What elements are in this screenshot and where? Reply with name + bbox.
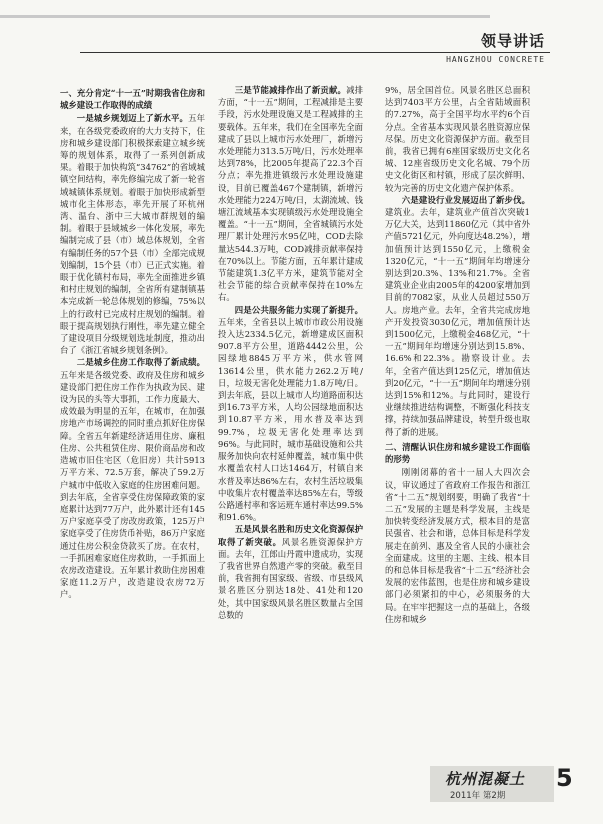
subheading: 三是节能减排作出了新贡献。 xyxy=(234,85,347,95)
paragraph xyxy=(218,304,363,524)
body-text: 风景名胜资源保护方面。去年，江郎山丹霞申遗成功，实现了我省世界自然遗产零的突破。截至目前，我省拥有国家级、省级、市县级风景名胜区分别达18处、41处和120处，其中国家级风景名胜区数量占全国总数的 xyxy=(218,536,363,620)
top-decoration-bar xyxy=(0,0,603,32)
paragraph: 9%，居全国首位。风景名胜区总面积达到7403平方公里，占全省陆域面积的7.27%，高于全国平均水平约6个百分点。全省基本实现风景名胜资源应保尽保。历史文化资源保护方面。截至目前，我省已拥有6座国家级历史文化名城、12座省级历史文化名城、79个历史文化街区和村镇，形成了层次鲜明、较为完善的历史文化遗产保护体系。 xyxy=(385,85,530,193)
body-text: 减排方面，“十一五”期间，工程减排是主要手段，污水处理设施又是工程减排的主要载体。五年来，我们在全国率先全面建成了县以上城市污水处理厂，新增污水处理能力313.5万吨/日，污水处理率达到78%，比2005年提高了22.3个百分点；率先推进镇级污水处理设施建设，目前已覆盖467个建制镇，新增污水处理能力224万吨/日，太湖流域、钱塘江流域基本实现镇级污水处理设施全覆盖。“十一五”期间，全省城镇污水处理厂累计处理污水95亿吨，COD去除量达544.3万吨，COD减排贡献率保持在70%以上。节能方面，五年累计建成节能建筑1.3亿平方米，建筑节能对全社会节能的综合贡献率保持在10%左右。 xyxy=(218,85,363,303)
article-column-2 xyxy=(218,84,363,744)
paragraph: 刚刚闭幕的省十一届人大四次会议，审议通过了省政府工作报告和浙江省“十二五”规划纲要，明确了我省“十二五”发展的主题是科学发展，主线是加快转变经济发展方式，根本目的是富民强省、社会和谐，总体目标是科学发展走在前列、惠及全省人民的小康社会全面建成。这里的主题、主线、根本目的和总体目标是我省“十二五”经济社会发展的宏伟蓝图，也是住房和城乡建设部门必须紧扣的中心，必须服务的大局。在牢牢把握这一点的基础上，各级住房和城乡 xyxy=(385,467,530,624)
body-text: 五年来是各级党委、政府及住房和城乡建设部门把住房工作作为执政为民、建设为民的头等大事抓，工作力度最大、成效最为明显的五年，在城市，在加强房地产市场调控的同时重点抓好住房保障。全省五年新建经济适用住房、廉租住房、公共租赁住房、限价商品房和改造城市旧住宅区（危旧房）共计5913万平方米、72.5万套，解决了59.2万户城市中低收入家庭的住房困难问题。到去年底，全省享受住房保障政策的家庭累计达到77万户，此外累计还有145万户家庭享受了房改房政策，125万户家庭享受了住房货币补贴，86万户家庭通过住房公积金贷款买了房。在农村，一手抓困难家庭住房救助，一手抓面上农房改造建设。五年累计救助住房困难家庭11.2万户，改造建设农房72万户。 xyxy=(60,369,205,600)
section-rule xyxy=(80,52,550,53)
subheading: 二是城乡住房工作取得了新成绩。 xyxy=(76,357,205,368)
subheading: 一是城乡规划迈上了新水平。 xyxy=(76,113,189,124)
issue-label: 2011年 第2期 xyxy=(450,791,506,801)
heading-1: 一、充分肯定“十一五”时期我省住房和城乡建设工作取得的成绩 xyxy=(60,88,205,111)
section-subtitle: HANGZHOU CONCRETE xyxy=(446,55,545,64)
subheading: 六是建设行业发展迈出了新步伐。 xyxy=(401,194,530,205)
body-text: 建筑业。去年，建筑业产值首次突破1万亿大关，达到11860亿元（其中省外产值5721亿元，外向度达48.2%），增加值预计达到1550亿元，上缴税金1320亿元，“十一五”期间年均增速分别达到20.3%、13%和21.7%。全省建筑业企业由2005年的4200家增加到目前的7082家，从业人员超过550万人。房地产业。去年，全省共完成房地产开发投资3030亿元，增加值预计达到1500亿元，上缴税金468亿元，“十一五”期间年均增速分别达到15.8%、16.6%和22.3%。勘察设计业。去年，全省产值达到125亿元，增加值达到20亿元，“十一五”期间年均增速分别达到15%和12%。与此同时，建设行业继续推进结构调整，不断强化科技支撑，持续加强品牌建设，转型升级也取得了新的进展。 xyxy=(385,207,530,437)
section-title: 领导讲话 xyxy=(480,32,545,50)
paragraph xyxy=(218,523,363,621)
paragraph xyxy=(60,112,205,356)
page-number: 5 xyxy=(556,764,573,792)
heading-2: 二、清醒认识住房和城乡建设工作面临的形势 xyxy=(385,441,530,465)
subheading: 四是公共服务能力实现了新提升。 xyxy=(234,304,363,315)
subheading: 五是风景名胜和历史文化资源保护取得了新突破。 xyxy=(218,524,363,547)
article-column-3 xyxy=(385,84,530,744)
magazine-logo: 杭州混凝土 xyxy=(445,770,526,788)
paragraph xyxy=(218,84,363,304)
top-stripe xyxy=(0,15,490,18)
paragraph xyxy=(60,356,205,600)
paragraph xyxy=(385,194,530,438)
body-text: 五年来，全省县以上城市市政公用设施投入达2334.5亿元，新增建成区面积907.8平方公里，道路4442公里，公园绿地8845万平方米，供水管网13614公里，供水能力262.2万吨/日，垃圾无害化处理能力1.8万吨/日。到去年底，县以上城市人均道路面积达到16.73平方米，人均公园绿地面积达到10.87平方米，用水普及率达到99.7%，垃圾无害化处理率达到96%。与此同时，城市基础设施和公共服务加快向农村延伸覆盖，城市集中供水覆盖农村人口达1464万，村镇自来水普及率达86%左右，农村生活垃圾集中收集片农村覆盖率达85%左右，等级公路通村率和客运班车通村率达99.5%和91.6%。 xyxy=(218,316,363,523)
body-text: 五年来，在各级党委政府的大力支持下，住房和城乡建设部门积极探索建立城乡统筹的规划体系，取得了一系列创新成果。着眼于加快构筑“34762”的省域城镇空间结构，率先修编完成了新一轮省域城镇体系规划。着眼于加快形成新型城市化主体形态，率先开展了环杭州湾、温台、浙中三大城市群规划的编制。着眼于县域城乡一体化发展，率先编制完成了县（市）域总体规划，全省有编制任务的57个县（市）全部完成规划编制，15个县（市）已正式实施。着眼于优化镇村布局，率先全面推进乡镇和村庄规划的编制，全省所有建制镇基本完成新一轮总体规划的修编，75%以上的行政村已完成村庄规划的编制。着眼于提高规划执行刚性，率先建立健全了建设项目分级规划选址制度，推动出台了《浙江省城乡规划条例》。 xyxy=(60,113,205,356)
article-column-1 xyxy=(60,84,205,744)
